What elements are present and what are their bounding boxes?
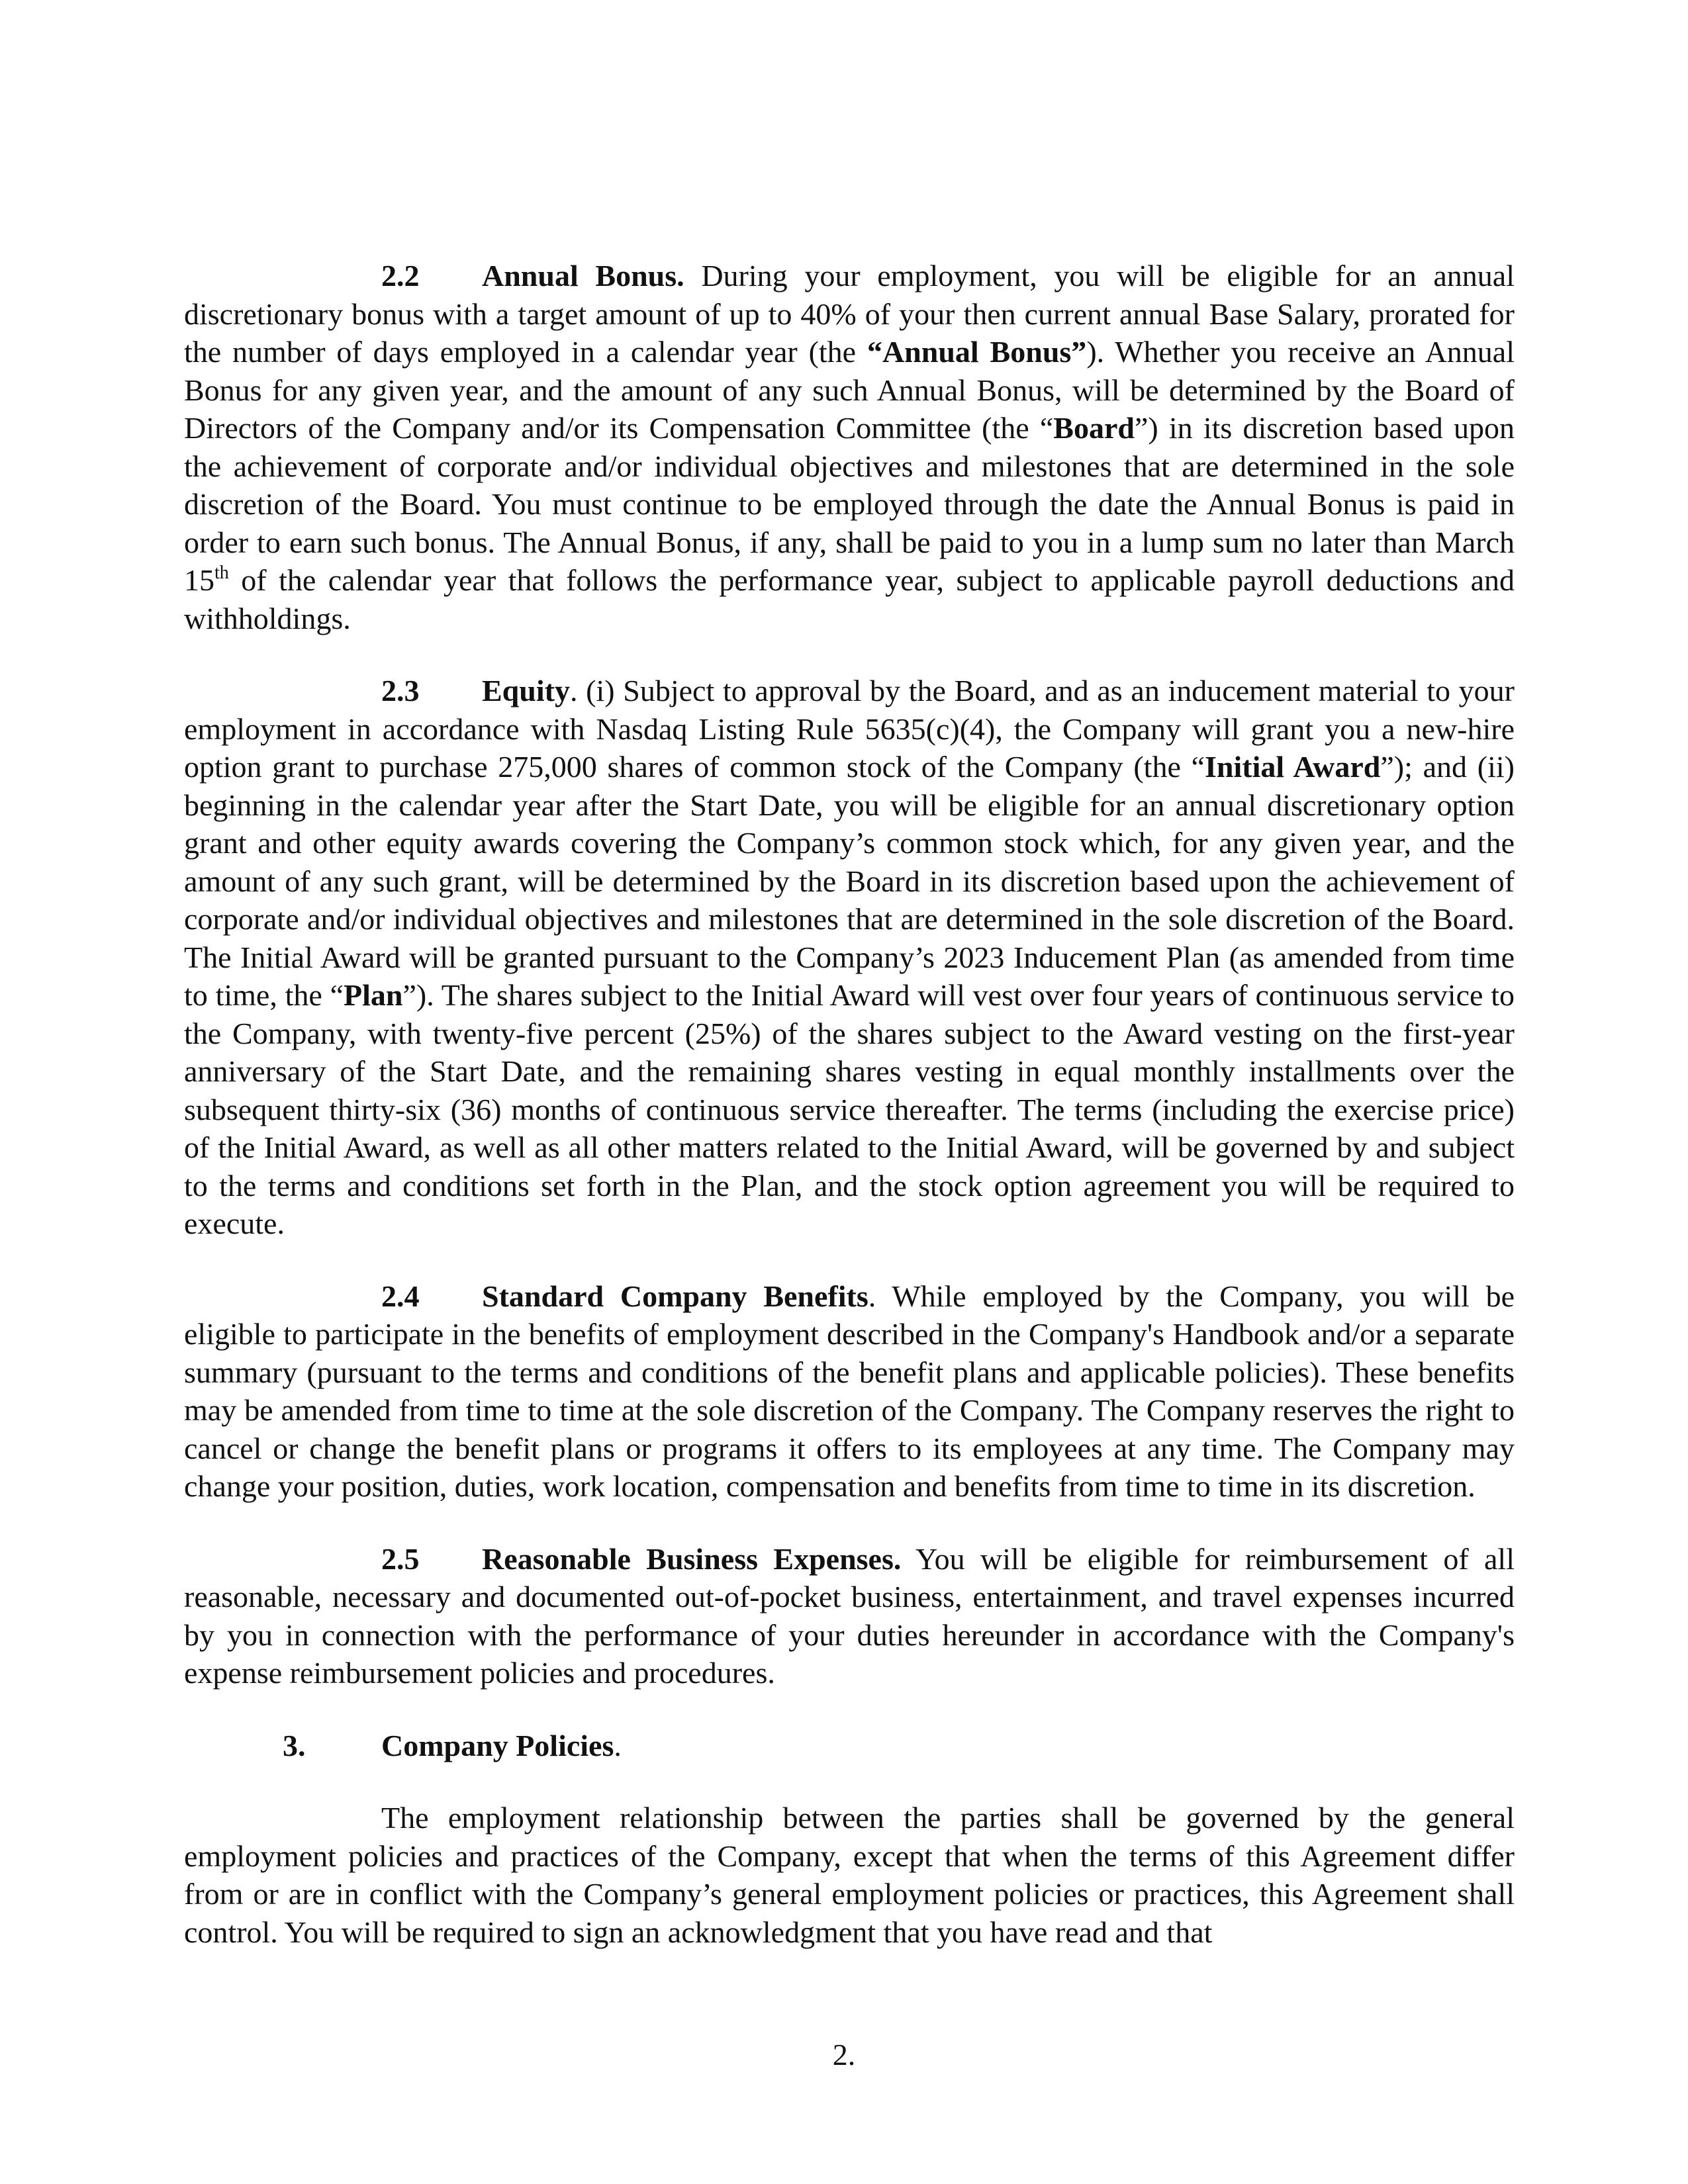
section-number: 2.3 bbox=[381, 674, 420, 707]
section-text: The employment relationship between the parties shall be governed by the general employment policies and practices of the Company, except that when the terms of this Agreement differ from or are in conflict with the Company’s general employment policies or practices, this Agreement shall control. You will be required to sign an acknowledgment that you have read and that bbox=[184, 1801, 1515, 1949]
section-text: During your employment, you will be eligible for an annual discretionary bonus with a target amount of up to 40% of your then current annual Base Salary, prorated for the number of days employed in a calendar year (the bbox=[184, 259, 1515, 369]
section-text: . While employed by the Company, you will be eligible to participate in the benefits of employment described in the Company's Handbook and/or a separate summary (pursuant to the terms and conditions of the benefit plans and applicable policies). These benefits may be amended from time to time at the sole discretion of the Company. The Company reserves the right to cancel or change the benefit plans or programs it offers to its employees at any time. The Company may change your position, duties, work location, compensation and benefits from time to time in its discretion. bbox=[184, 1279, 1515, 1503]
section-2-5-expenses bbox=[184, 1540, 1515, 1692]
defined-term: Initial Award bbox=[1205, 750, 1381, 784]
section-2-4-benefits bbox=[184, 1277, 1515, 1506]
section-heading: Standard Company Benefits bbox=[482, 1279, 868, 1313]
section-text: ”) in its discretion based upon the achievement of corporate and/or individual objectives and milestones that are determined in the sole discretion of the Board. You must continue to be employed through the date the Annual Bonus is paid in order to earn such bonus. The Annual Bonus, if any, shall be paid to you in a lump sum no later than March 15 bbox=[184, 411, 1515, 597]
section-3-company-policies bbox=[184, 1799, 1515, 1951]
section-text: of the calendar year that follows the performance year, subject to applicable payroll deductions and withholdings. bbox=[184, 563, 1515, 635]
section-text: . (i) Subject to approval by the Board, and as an inducement material to your employment in accordance with Nasdaq Listing Rule 5635(c)(4), the Company will grant you a new-hire option grant to purchase 275,000 shares of common stock of the Company (the “ bbox=[184, 674, 1515, 784]
section-heading: Equity bbox=[482, 674, 570, 707]
section-text: ”). The shares subject to the Initial Award will vest over four years of continuous service to the Company, with twenty-five percent (25%) of the shares subject to the Award vesting on the first-year anniversary of the Start Date, and the remaining shares vesting in equal monthly installments over the subsequent thirty-six (36) months of continuous service thereafter. The terms (including the exercise price) of the Initial Award, as well as all other matters related to the Initial Award, will be governed by and subject to the terms and conditions set forth in the Plan, and the stock option agreement you will be required to execute. bbox=[184, 978, 1515, 1240]
defined-term: “Annual Bonus” bbox=[867, 335, 1087, 369]
section-number: 2.2 bbox=[381, 259, 420, 293]
section-number: 2.5 bbox=[381, 1541, 420, 1576]
section-2-2-annual-bonus bbox=[184, 257, 1515, 637]
section-heading: Annual Bonus. bbox=[482, 259, 684, 293]
section-heading: Reasonable Business Expenses. bbox=[482, 1541, 902, 1576]
section-text: You will be eligible for reimbursement of all reasonable, necessary and documented out-of-pocket business, entertainment, and travel expenses incurred by you in connection with the performance of your duties hereunder in accordance with the Company's expense reimbursement policies and procedures. bbox=[184, 1541, 1515, 1690]
section-text: ). Whether you receive an Annual Bonus for any given year, and the amount of any such Annual Bonus, will be determined by the Board of Directors of the Company and/or its Compensation Committee (the “ bbox=[184, 335, 1515, 445]
section-number: 2.4 bbox=[381, 1279, 420, 1313]
section-title-punctuation: . bbox=[614, 1728, 622, 1762]
page-number: 2. bbox=[832, 2038, 856, 2071]
defined-term: Plan bbox=[344, 978, 403, 1012]
section-number: 3. bbox=[283, 1728, 306, 1762]
section-3-heading bbox=[184, 1727, 1515, 1765]
section-title: Company Policies bbox=[381, 1728, 614, 1762]
section-text: ”); and (ii) beginning in the calendar year after the Start Date, you will be eligible for an annual discretionary option grant and other equity awards covering the Company’s common stock which, for any given year, and the amount of any such grant, will be determined by the Board in its discretion based upon the achievement of corporate and/or individual objectives and milestones that are determined in the sole discretion of the Board. The Initial Award will be granted pursuant to the Company’s 2023 Inducement Plan (as amended from time to time, the “ bbox=[184, 750, 1515, 1012]
defined-term: Board bbox=[1053, 411, 1135, 445]
ordinal-suffix: th bbox=[214, 563, 229, 583]
document-body bbox=[184, 257, 1515, 1951]
section-2-3-equity bbox=[184, 672, 1515, 1243]
